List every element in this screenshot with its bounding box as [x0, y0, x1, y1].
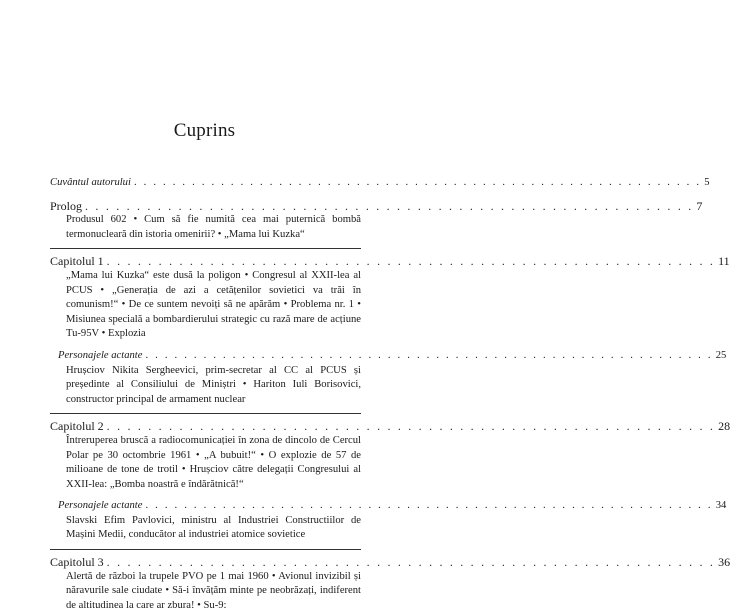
dot-leader: . . . . . . . . . . . . . . . . . . . . . . . . . . . . . . . . . . . . . . . . . . . . . . . . . . . . . . . . . . . [133, 177, 702, 188]
toc-entry-chapter-1 [50, 254, 730, 342]
page-number: 28 [718, 419, 730, 434]
entry-label: Capitolul 2 [50, 419, 104, 434]
toc-entry-chapter-3 [50, 555, 730, 613]
page-number: 36 [718, 555, 730, 570]
entry-label: Prolog [50, 198, 83, 213]
entry-description: „Mama lui Kuzka“ este dusă la poligon • Congresul al XXII-lea al PCUS • „Generația de azi a cetățenilor sovietici va trăi în comunism!“ • De ce suntem nevoiți să ne apărăm • Problema nr. 1 • Misiunea specială a bombardierului strategic cu rază mare de acțiune Tu-95V • Explozia [66, 269, 361, 340]
divider [50, 413, 361, 414]
page-number: 7 [696, 198, 703, 213]
page-number: 25 [715, 349, 727, 361]
divider [50, 549, 361, 550]
toc-entry-prolog [50, 198, 703, 243]
toc-subentry-chapter-2-characters [50, 499, 727, 543]
entry-label: Personajele actante [58, 349, 143, 361]
page-title: Cuprins [173, 120, 236, 141]
page-number: 11 [718, 254, 730, 269]
toc-entry-author [50, 176, 710, 191]
entry-label: Capitolul 1 [50, 254, 104, 269]
dot-leader: . . . . . . . . . . . . . . . . . . . . . . . . . . . . . . . . . . . . . . . . . . . . . . . . . . . . . . . . . . . [106, 254, 716, 269]
entry-description: Hrușciov Nikita Sergheevici, prim-secretar al CC al PCUS și președinte al Consiliului de Miniștri • Hariton Iuli Borisovici, constructor principal de armament nuclear [66, 364, 361, 405]
page-number: 5 [704, 177, 710, 188]
dot-leader: . . . . . . . . . . . . . . . . . . . . . . . . . . . . . . . . . . . . . . . . . . . . . . . . . . . . . . . . . . . [106, 419, 716, 434]
dot-leader: . . . . . . . . . . . . . . . . . . . . . . . . . . . . . . . . . . . . . . . . . . . . . . . . . . . . . . . . . . . [85, 198, 694, 213]
entry-description: Produsul 602 • Cum să fie numită cea mai puternică bombă termonucleară din istoria omenirii? • „Mama lui Kuzka“ [66, 214, 361, 240]
entry-label: Capitolul 3 [50, 555, 104, 570]
dot-leader: . . . . . . . . . . . . . . . . . . . . . . . . . . . . . . . . . . . . . . . . . . . . . . . . . . . . . . . . . . . [106, 555, 716, 570]
entry-description: Alertă de război la trupele PVO pe 1 mai 1960 • Avionul invizibil și năravurile sale ciudate • Să-i învățăm minte pe neobrăzați, indiferent de altitudinea la care ar zbura! • Su-9: [66, 570, 361, 611]
entry-description: Întreruperea bruscă a radiocomunicației în zona de dincolo de Cercul Polar pe 30 octombrie 1961 • „A bubuit!“ • O explozie de 57 de milioane de tone de trotil • Hrușciov către delegații Congresului al XXII-lea: „Bomba noastră e îndărătnică!“ [66, 434, 361, 490]
toc-entry-chapter-2 [50, 419, 730, 492]
table-of-contents [50, 176, 730, 613]
entry-label: Cuvântul autorului [50, 177, 131, 188]
dot-leader: . . . . . . . . . . . . . . . . . . . . . . . . . . . . . . . . . . . . . . . . . . . . . . . . . . . . . . . . . . . [145, 500, 713, 512]
dot-leader: . . . . . . . . . . . . . . . . . . . . . . . . . . . . . . . . . . . . . . . . . . . . . . . . . . . . . . . . . . . [145, 349, 713, 361]
entry-label: Personajele actante [58, 500, 143, 512]
divider [50, 248, 361, 249]
page-number: 34 [715, 500, 727, 512]
entry-description: Slavski Efim Pavlovici, ministru al Industriei Constructiilor de Mașini Medii, conducător al industriei atomice sovietice [66, 514, 361, 541]
toc-subentry-chapter-1-characters [50, 349, 727, 407]
